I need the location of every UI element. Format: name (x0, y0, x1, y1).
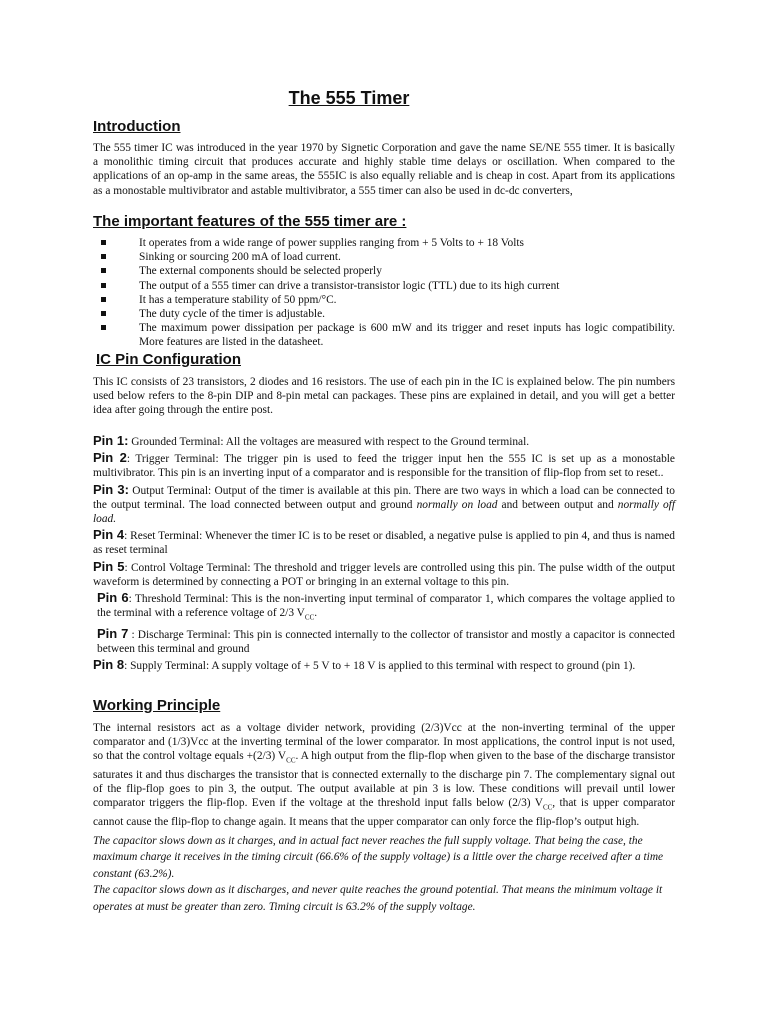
heading-features: The important features of the 555 timer are : (93, 213, 407, 230)
pin-3-description: Pin 3: Output Terminal: Output of the timer is available at this pin. There are two ways in which a load can be connected to the output terminal. The load connected between output and ground normally on load and between output and normally off load. (93, 481, 675, 526)
list-item: The duty cycle of the timer is adjustable. (93, 307, 675, 321)
pin-label: Pin 6 (97, 590, 129, 606)
pin-label: Pin 3: (93, 481, 129, 497)
capacitor-notes (93, 833, 675, 915)
bullet-icon (101, 297, 106, 302)
heading-working-principle: Working Principle (93, 697, 221, 714)
list-item: The external components should be selected properly (93, 264, 675, 278)
bullet-icon (101, 268, 106, 273)
pin-4-description: Pin 4: Reset Terminal: Whenever the timer IC is to be reset or disabled, a negative pulse is applied to pin 4, and thus is named as reset terminal (93, 527, 675, 557)
list-item: It has a temperature stability of 50 ppm/°C. (93, 293, 675, 307)
working-paragraph: The internal resistors act as a voltage divider network, providing (2/3)Vcc at the non-inverting terminal of the upper comparator and (1/3)Vcc at the inverting terminal of the lower comparator. In most applications, the control input is not used, so that the control voltage equals +(2/3) $V_{CC}$. A high output from the flip-flop when given to the base of the discharge transistor saturates it and thus discharges the transistor that is connected externally to the discharge pin 7. The complementary signal out of the flip-flop goes to pin 3, the output. The output available at pin 3 is low. These conditions will prevail until lower comparator triggers the flip-flop. Even if the voltage at the threshold input falls below (2/3) $V_{CC}$, that is upper comparator cannot cause the flip-flop to change again. It means that the upper comparator can only force the flip-flop’s output high. (93, 722, 675, 828)
heading-introduction: Introduction (93, 118, 181, 135)
list-item: The maximum power dissipation per package is 600 mW and its trigger and reset inputs has logic compatibility. More features are listed in the datasheet. (93, 321, 675, 349)
bullet-icon (101, 283, 106, 288)
list-item: Sinking or sourcing 200 mA of load current. (93, 250, 675, 264)
bullet-icon (101, 325, 106, 330)
list-item: The output of a 555 timer can drive a transistor-transistor logic (TTL) due to its high current (93, 279, 675, 293)
pin-label: Pin 8 (93, 657, 125, 673)
pin-1-description: Pin 1: Grounded Terminal: All the voltages are measured with respect to the Ground terminal. (93, 433, 530, 448)
features-list (93, 236, 675, 350)
bullet-icon (101, 254, 106, 259)
capacitor-discharge-note: The capacitor slows down as it discharges, and never quite reaches the ground potential. That means the minimum voltage it operates at must be greater than zero. Timing circuit is 63.2% of the supply voltage. (93, 884, 663, 913)
intro-paragraph: The 555 timer IC was introduced in the year 1970 by Signetic Corporation and gave the name SE/NE 555 timer. It is basically a monolithic timing circuit that produces accurate and highly stable time delays or oscillation. When compared to the applications of an op-amp in the same areas, the 555IC is also equally reliable and is cheap in cost. Apart from its applications as a monostable multivibrator and astable multivibrator, a 555 timer can also be used in dc-dc converters, (93, 142, 675, 197)
pin-label: Pin 4 (93, 527, 125, 543)
pin-label: Pin 2 (93, 450, 127, 466)
pin-2-description: Pin 2: Trigger Terminal: The trigger pin is used to feed the trigger input hen the 555 IC is set up as a monostable multivibrator. This pin is an inverting input of a comparator and is responsible for the transition of flip-flop from set to reset.. (93, 450, 675, 480)
capacitor-charge-note: The capacitor slows down as it charges, and in actual fact never reaches the full supply voltage. That being the case, the maximum charge it receives in the timing circuit (66.6% of the supply voltage) is a little over the charge received after a time constant (63.2%). (93, 835, 664, 880)
pin-label: Pin 1: (93, 433, 129, 448)
bullet-icon (101, 311, 106, 316)
pin-label: Pin 5 (93, 558, 125, 574)
bullet-icon (101, 240, 106, 245)
pin-7-description: Pin 7 : Discharge Terminal: This pin is connected internally to the collector of transistor and mostly a capacitor is connected between this terminal and ground (97, 625, 675, 655)
document-title: The 555 Timer (288, 88, 410, 108)
pin-label: Pin 7 (97, 625, 129, 641)
pin-config-paragraph: This IC consists of 23 transistors, 2 diodes and 16 resistors. The use of each pin in the IC is explained below. The pin numbers used below refers to the 8-pin DIP and 8-pin metal can packages. These pins are explained in detail, and you will get a better idea after going through the entire post. (93, 376, 675, 417)
pin-5-description: Pin 5: Control Voltage Terminal: The threshold and trigger levels are controlled using this pin. The pulse width of the output waveform is determined by connecting a POT or bringing in an external voltage to this pin. (93, 558, 675, 588)
heading-pin-configuration: IC Pin Configuration (96, 351, 241, 368)
pin-descriptions (93, 434, 675, 675)
list-item: It operates from a wide range of power supplies ranging from + 5 Volts to + 18 Volts (93, 236, 675, 250)
pin-6-description: Pin 6: Threshold Terminal: This is the non-inverting input terminal of comparator 1, which compares the voltage applied to the terminal with a reference voltage of 2/3 $V_{CC}$. (97, 590, 675, 622)
pin-8-description: Pin 8: Supply Terminal: A supply voltage of + 5 V to + 18 V is applied to this terminal with respect to ground (pin 1). (93, 657, 636, 673)
